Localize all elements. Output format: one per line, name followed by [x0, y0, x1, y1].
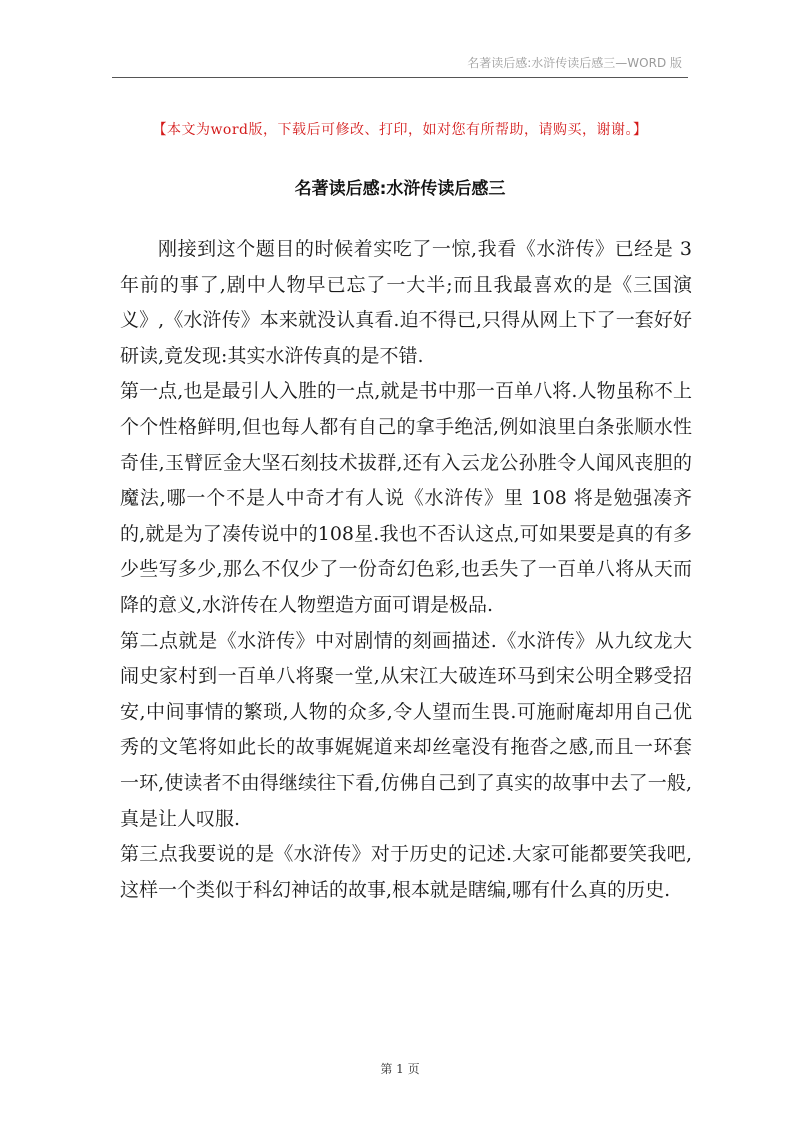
document-body	[120, 232, 692, 908]
paragraph-point-two: 第二点就是《水浒传》中对剧情的刻画描述.《水浒传》从九纹龙大闹史家村到一百单八将聚一堂,从宋江大破连环马到宋公明全夥受招安,中间事情的繁琐,人物的众多,令人望而生畏.可施耐庵却用自己优秀的文笔将如此长的故事娓娓道来却丝毫没有拖沓之感,而且一环套一环,使读者不由得继续往下看,仿佛自己到了真实的故事中去了一般,真是让人叹服.	[120, 629, 692, 830]
running-header: 名著读后感:水浒传读后感三—WORD 版	[467, 56, 682, 70]
document-title: 名著读后感:水浒传读后感三	[294, 179, 506, 199]
paragraph-point-one: 第一点,也是最引人入胜的一点,就是书中那一百单八将.人物虽称不上个个性格鲜明,但也每人都有自己的拿手绝活,例如浪里白条张顺水性奇佳,玉臂匠金大坚石刻技术拔群,还有入云龙公孙胜令人闻风丧胆的魔法,哪一个不是人中奇才有人说《水浒传》里 108 将是勉强凑齐的,就是为了凑传说中的108星.我也不否认这点,可如果要是真的有多少些写多少,那么不仅少了一份奇幻色彩,也丢失了一百单八将从天而降的意义,水浒传在人物塑造方面可谓是极品.	[120, 380, 692, 616]
paragraph-point-three: 第三点我要说的是《水浒传》对于历史的记述.大家可能都要笑我吧,这样一个类似于科幻神话的故事,根本就是瞎编,哪有什么真的历史.	[120, 843, 692, 901]
paragraph-intro: 刚接到这个题目的时候着实吃了一惊,我看《水浒传》已经是 3 年前的事了,剧中人物早已忘了一大半;而且我最喜欢的是《三国演义》,《水浒传》本来就没认真看.迫不得已,只得从网上下了一套好好研读,竟发现:其实水浒传真的是不错.	[120, 238, 692, 367]
download-notice: 【本文为word版，下载后可修改、打印，如对您有所帮助，请购买，谢谢。】	[152, 122, 648, 138]
page-header	[0, 0, 800, 78]
header-divider	[112, 77, 688, 78]
page-number: 第 1 页	[380, 1062, 420, 1076]
